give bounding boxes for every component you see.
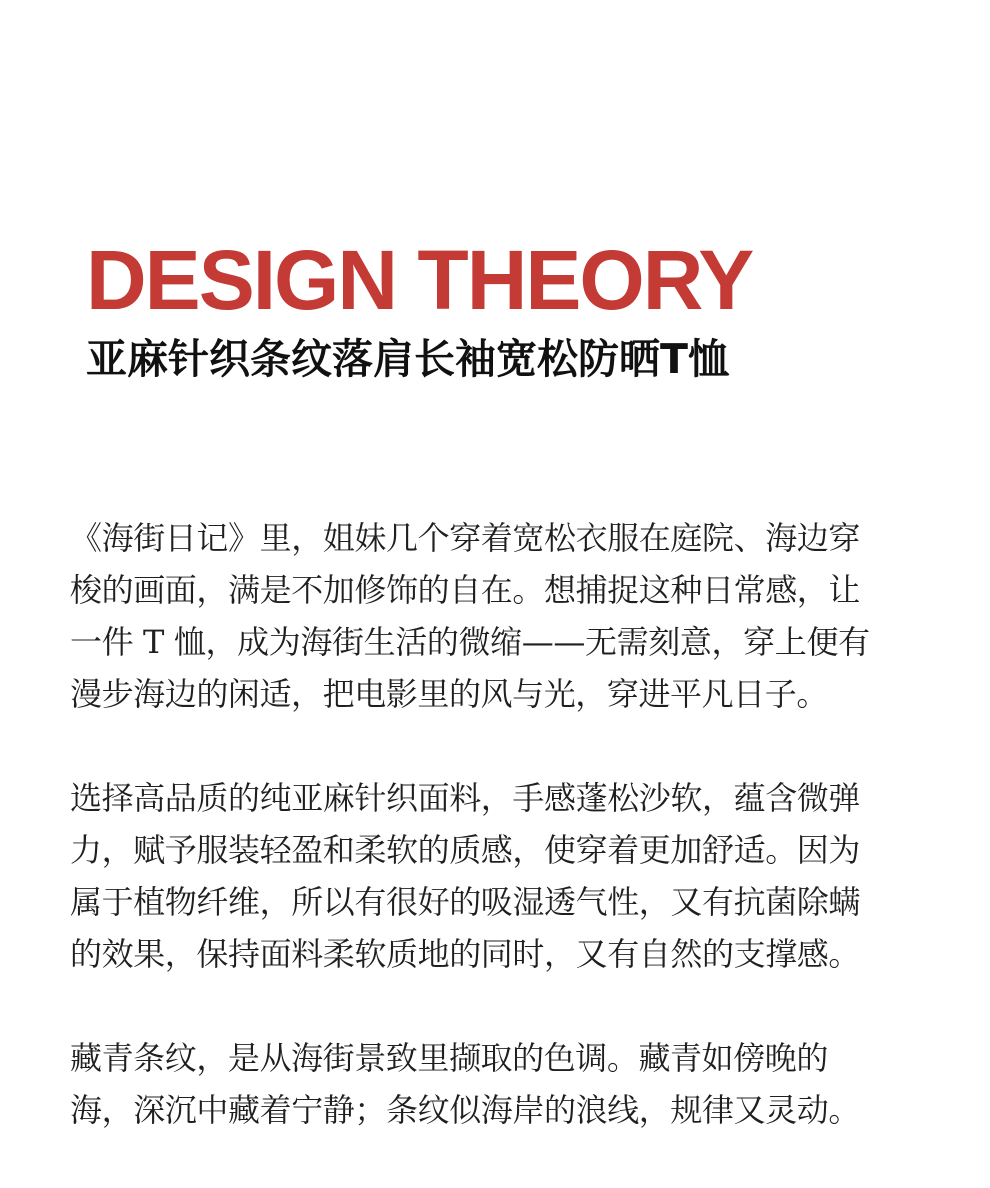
text-line: 藏青条纹，是从海街景致里撷取的色调。藏青如傍晚的 xyxy=(70,1039,828,1077)
product-name: 亚麻针织条纹落肩长袖宽松防晒T恤 xyxy=(86,335,729,383)
paragraph-intro xyxy=(70,512,930,720)
page-title: DESIGN THEORY xyxy=(86,233,753,327)
text-line: 的效果，保持面料柔软质地的同时，又有自然的支撑感。 xyxy=(70,935,861,973)
paragraph-fabric xyxy=(70,772,930,980)
text-line: 海，深沉中藏着宁静；条纹似海岸的浪线，规律又灵动。 xyxy=(70,1091,861,1129)
text-line: 选择高品质的纯亚麻针织面料，手感蓬松沙软，蕴含微弹 xyxy=(70,779,861,817)
text-line: 漫步海边的闲适，把电影里的风与光，穿进平凡日子。 xyxy=(70,675,828,713)
paragraph-color xyxy=(70,1032,930,1136)
text-line: 属于植物纤维，所以有很好的吸湿透气性，又有抗菌除螨 xyxy=(70,883,861,921)
text-line: 一件 T 恤，成为海街生活的微缩——无需刻意，穿上便有 xyxy=(70,623,870,661)
text-line: 梭的画面，满是不加修饰的自在。想捕捉这种日常感，让 xyxy=(70,571,861,609)
description-body xyxy=(70,512,930,1188)
text-line: 力，赋予服装轻盈和柔软的质感，使穿着更加舒适。因为 xyxy=(70,831,861,869)
text-line: 《海街日记》里，姐妹几个穿着宽松衣服在庭院、海边穿 xyxy=(70,519,861,557)
